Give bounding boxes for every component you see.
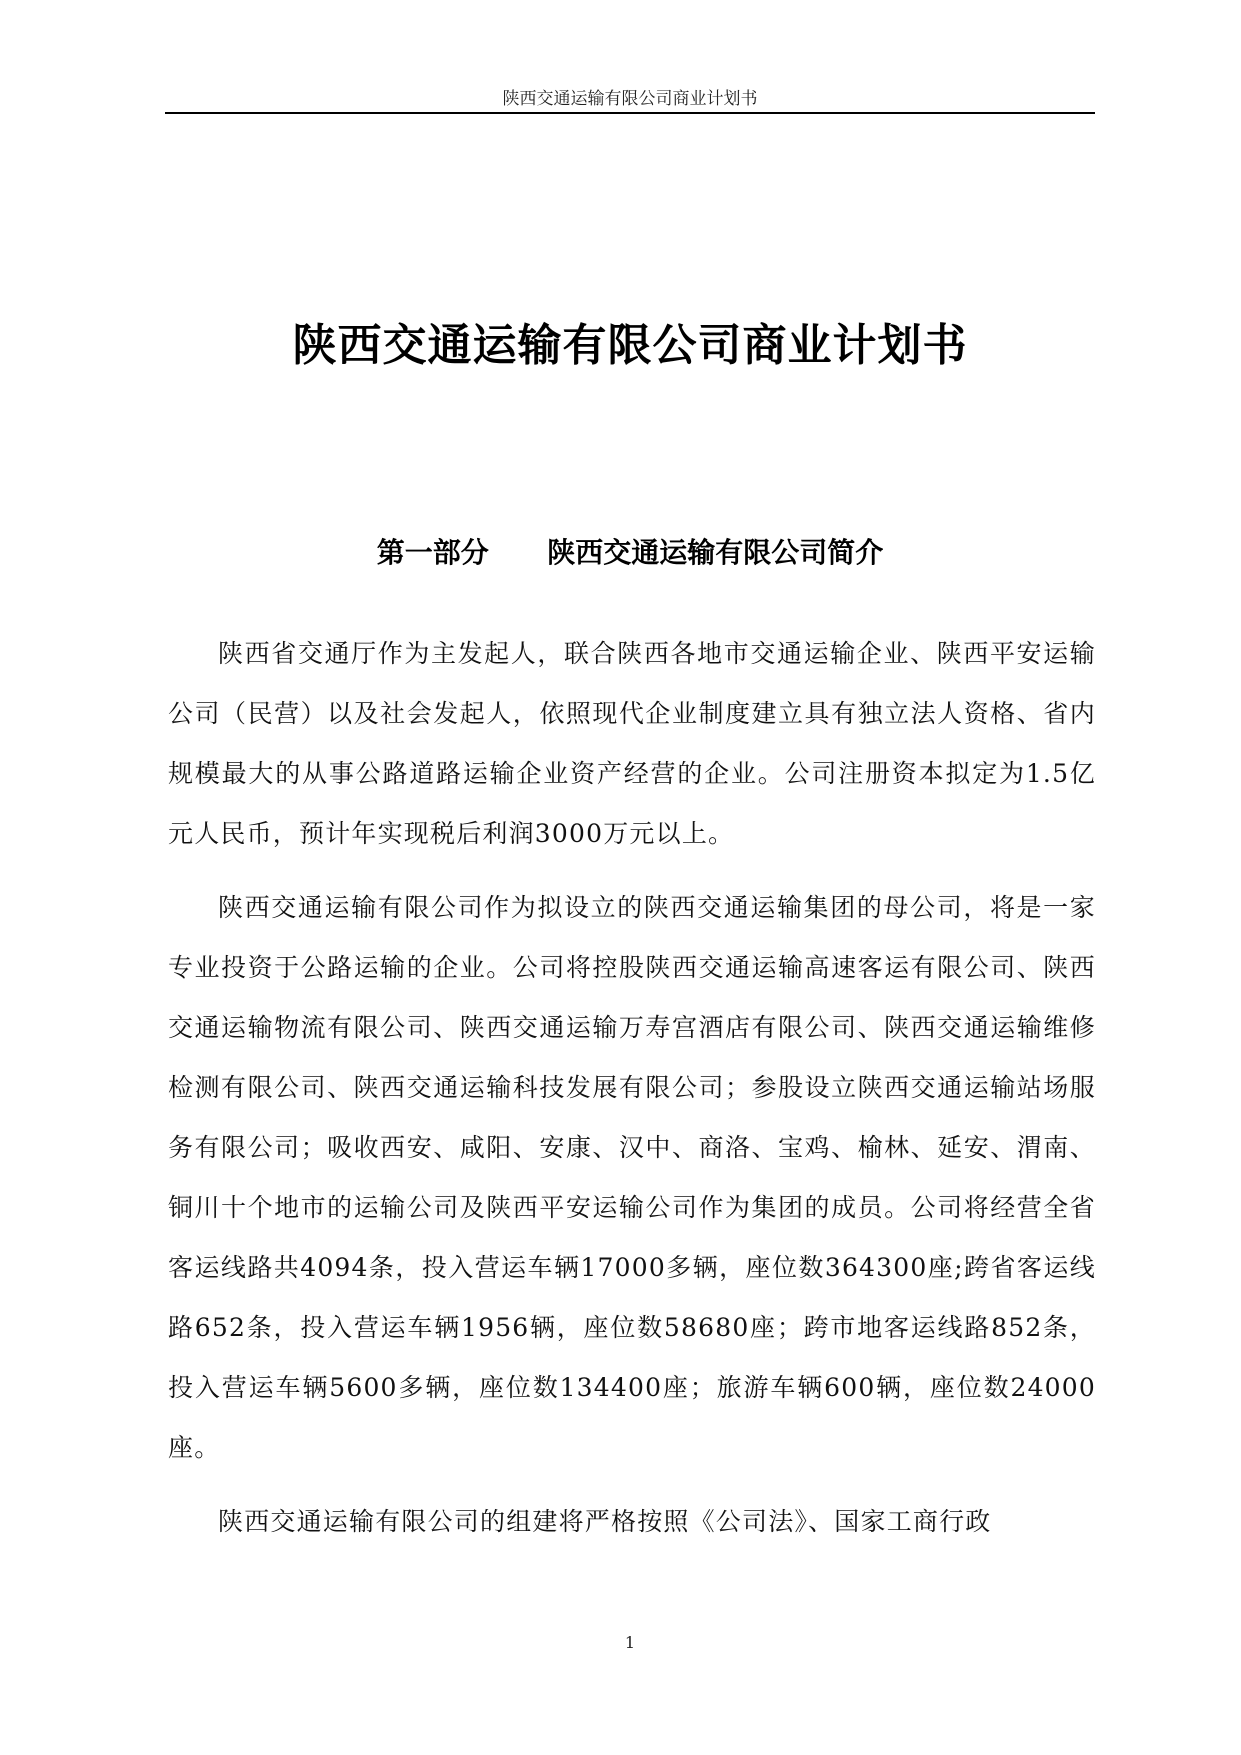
- paragraph-company-formation: 陕西交通运输有限公司的组建将严格按照《公司法》、国家工商行政: [218, 1507, 992, 1536]
- section-heading: 第一部分 陕西交通运输有限公司简介: [376, 536, 884, 569]
- page-number: 1: [624, 1633, 636, 1652]
- running-header: 陕西交通运输有限公司商业计划书: [502, 89, 758, 109]
- paragraph-company-founding: 陕西省交通厅作为主发起人，联合陕西各地市交通运输企业、陕西平安运输公司（民营）以及社会发起人，依照现代企业制度建立具有独立法人资格、省内规模最大的从事公路道路运输企业资产经营的企业。公司注册资本拟定为1.5亿元人民币，预计年实现税后利润3000万元以上。: [168, 639, 1096, 848]
- paragraph-company-structure: 陕西交通运输有限公司作为拟设立的陕西交通运输集团的母公司，将是一家专业投资于公路运输的企业。公司将控股陕西交通运输高速客运有限公司、陕西交通运输物流有限公司、陕西交通运输万寿宫酒店有限公司、陕西交通运输维修检测有限公司、陕西交通运输科技发展有限公司；参股设立陕西交通运输站场服务有限公司；吸收西安、咸阳、安康、汉中、商洛、宝鸡、榆林、延安、渭南、铜川十个地市的运输公司及陕西平安运输公司作为集团的成员。公司将经营全省客运线路共4094条，投入营运车辆17000多辆，座位数364300座;跨省客运线路652条，投入营运车辆1956辆，座位数58680座；跨市地客运线路852条，投入营运车辆5600多辆，座位数134400座；旅游车辆600辆，座位数24000座。: [168, 893, 1096, 1462]
- header-rule: [165, 112, 1095, 114]
- document-title: 陕西交通运输有限公司商业计划书: [292, 320, 968, 371]
- body-text: [168, 624, 1096, 1566]
